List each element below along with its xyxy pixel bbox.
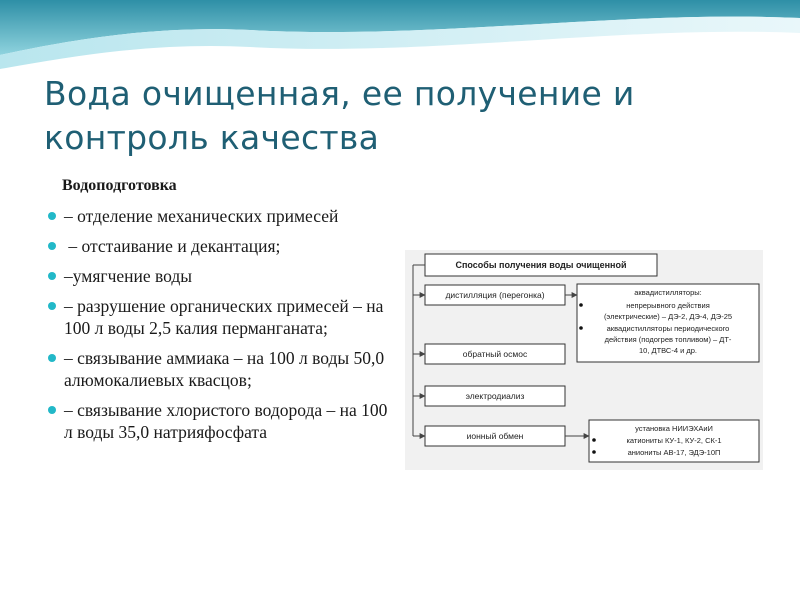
methods-diagram	[405, 250, 763, 470]
bullet-item	[48, 399, 393, 443]
bullet-text: – разрушение органических примесей – на 100 л воды 2,5 калия перманганата;	[64, 296, 384, 338]
details-line: непрерывного действия	[626, 301, 710, 310]
bullet-item	[48, 235, 393, 257]
bullet-dot-icon	[48, 406, 56, 414]
bullet-dot-icon	[48, 302, 56, 310]
bullet-dot-icon	[48, 272, 56, 280]
details-line: действия (подогрев топливом) – ДТ-	[604, 335, 732, 344]
bullet-text: – связывание аммиака – на 100 л воды 50,0 алюмокалиевых квасцов;	[64, 348, 385, 390]
bullet-dot-icon	[579, 326, 583, 330]
bullet-item	[48, 295, 393, 339]
bullet-item	[48, 265, 393, 287]
method-label: ионный обмен	[466, 431, 524, 441]
method-label: электродиализ	[465, 391, 525, 401]
details-line: аниониты АВ-17, ЭДЭ-10П	[627, 448, 721, 457]
bullet-text: –умягчение воды	[64, 266, 193, 286]
header-wave-decoration	[0, 0, 800, 80]
bullet-dot-icon	[592, 450, 596, 454]
bullet-text: – связывание хлористого водорода – на 100 л воды 35,0 натрияфосфата	[64, 400, 388, 442]
bullet-dot-icon	[579, 303, 583, 307]
method-label: обратный осмос	[462, 349, 528, 359]
details-line: установка НИИЭХАиИ	[635, 424, 713, 433]
details-line: (электрические) – ДЭ-2, ДЭ-4, ДЭ-25	[603, 312, 733, 321]
method-label: дистилляция (перегонка)	[445, 290, 545, 300]
details-line: аквадистилляторы периодического	[606, 324, 730, 333]
details-line: аквадистилляторы:	[634, 288, 702, 297]
bullet-dot-icon	[48, 212, 56, 220]
bullet-text: – отделение механических примесей	[64, 206, 339, 226]
slide-title: Вода очищенная, ее получение и контроль качества	[44, 74, 635, 157]
bullet-dot-icon	[592, 438, 596, 442]
details-line: катиониты КУ-1, КУ-2, СК-1	[626, 436, 722, 445]
bullet-item	[48, 347, 393, 391]
bullet-dot-icon	[48, 354, 56, 362]
details-line: 10, ДТВС-4 и др.	[639, 346, 697, 355]
section-heading: Водоподготовка	[62, 177, 177, 194]
bullet-text: – отстаивание и декантация;	[64, 236, 281, 256]
bullet-item	[48, 205, 393, 227]
diagram-root-label: Способы получения воды очищенной	[455, 260, 627, 270]
bullet-list	[48, 205, 393, 451]
bullet-dot-icon	[48, 242, 56, 250]
